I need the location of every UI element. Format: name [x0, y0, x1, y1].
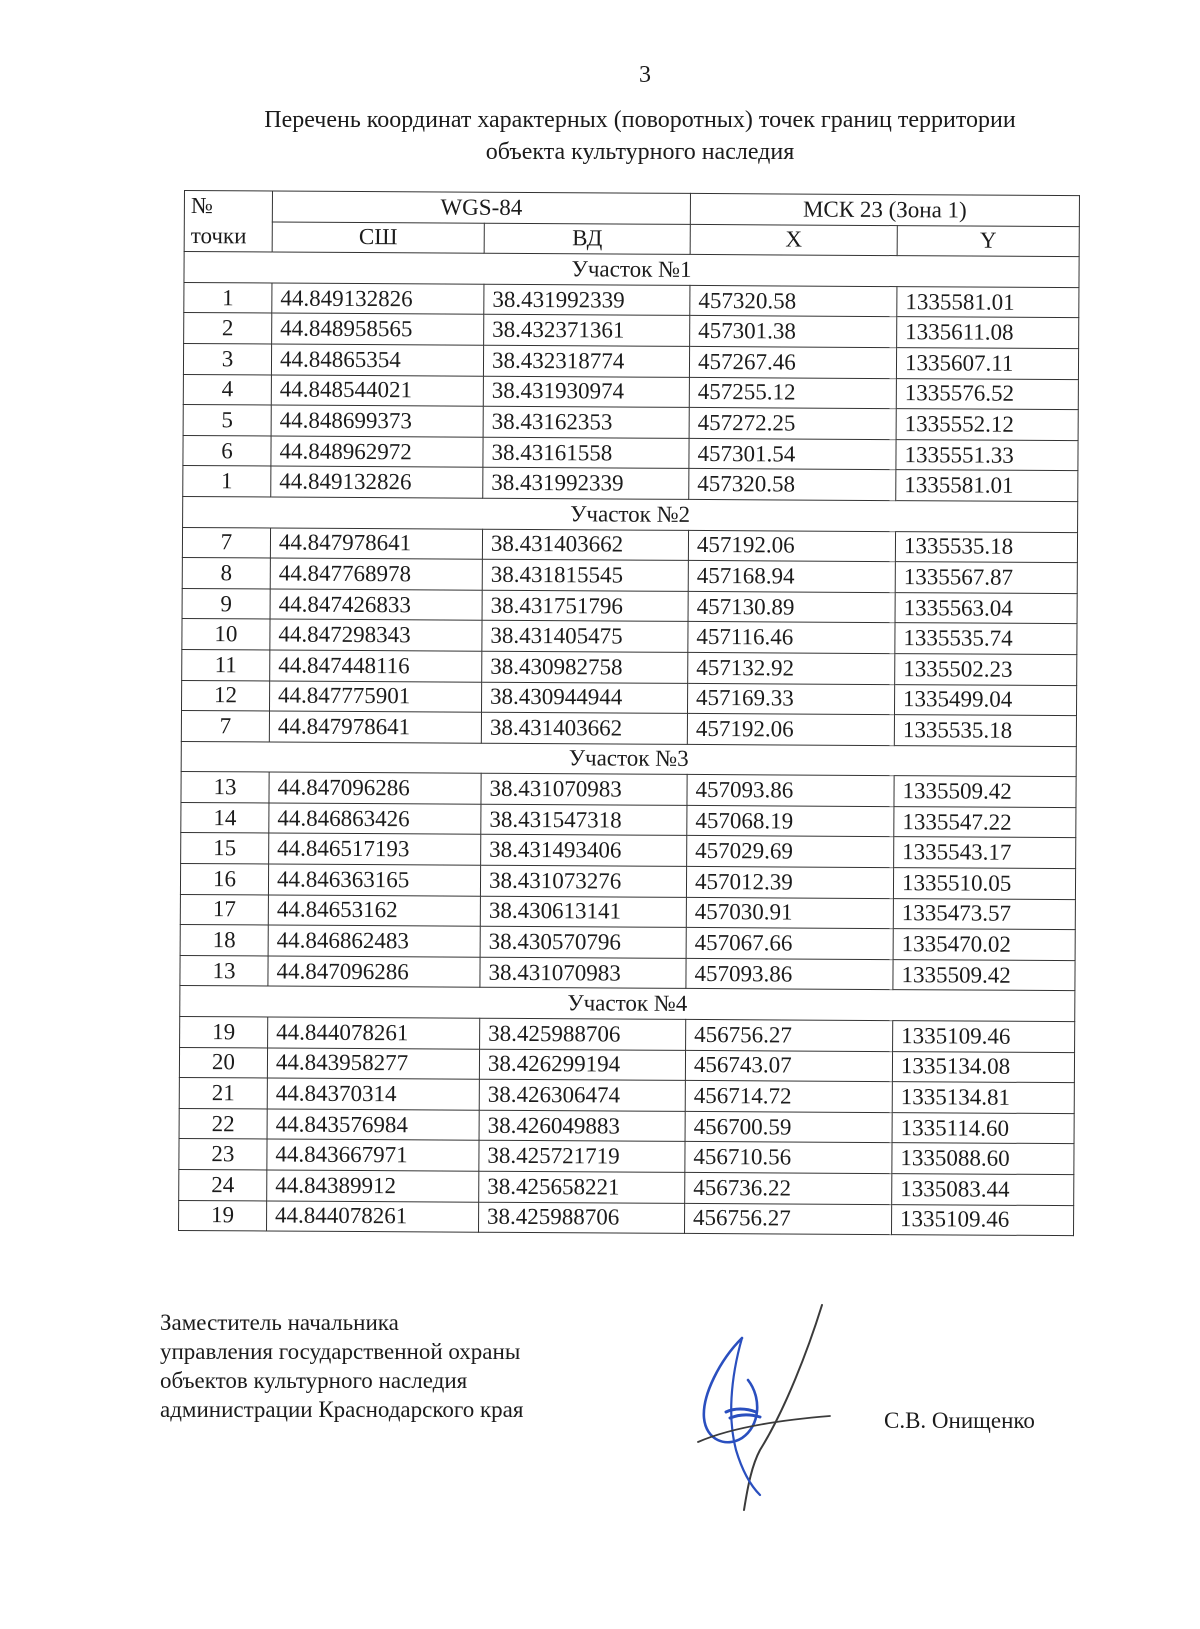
x-cell: 457093.86	[686, 958, 893, 990]
longitude-cell: 38.431405475	[482, 621, 688, 653]
x-cell: 457130.89	[688, 591, 895, 623]
latitude-cell: 44.84389912	[267, 1170, 479, 1202]
point-number-cell: 10	[182, 619, 270, 650]
longitude-cell: 38.431073276	[480, 865, 686, 897]
longitude-cell: 38.431493406	[481, 835, 687, 867]
point-number-header: № точки	[184, 191, 272, 253]
latitude-header: СШ	[272, 222, 484, 254]
position-line: Заместитель начальника	[160, 1310, 399, 1335]
title-line: объекта культурного наследия	[485, 139, 795, 165]
position-line: управления государственной охраны	[160, 1339, 521, 1364]
title-line: Перечень координат характерных (поворотных) точек границ территории	[264, 107, 1016, 133]
y-cell: 1335547.22	[894, 806, 1076, 838]
latitude-cell: 44.847978641	[269, 711, 481, 743]
point-number-cell: 5	[183, 405, 271, 436]
latitude-cell: 44.846863426	[269, 803, 481, 835]
wgs84-group-header: WGS-84	[272, 191, 690, 224]
x-cell: 457067.66	[686, 928, 893, 960]
x-cell: 456756.27	[686, 1019, 893, 1051]
section-title: Участок №2	[183, 496, 1078, 532]
x-cell: 457068.19	[687, 805, 894, 837]
x-cell: 457255.12	[689, 377, 896, 409]
latitude-cell: 44.848962972	[271, 436, 483, 468]
latitude-cell: 44.847426833	[270, 589, 482, 621]
handwritten-signature	[690, 1300, 850, 1515]
y-cell: 1335607.11	[896, 348, 1078, 380]
point-number-cell: 13	[180, 955, 268, 986]
x-cell: 457320.58	[689, 469, 896, 501]
point-number-cell: 17	[180, 894, 268, 925]
latitude-cell: 44.847096286	[268, 956, 480, 988]
latitude-cell: 44.849132826	[271, 466, 483, 498]
x-cell: 457301.38	[690, 316, 897, 348]
point-number-cell: 6	[183, 435, 271, 466]
latitude-cell: 44.849132826	[272, 283, 484, 315]
point-number-cell: 19	[180, 1017, 268, 1048]
table-body	[179, 252, 1080, 1236]
y-cell: 1335535.74	[895, 623, 1077, 655]
latitude-cell: 44.847768978	[270, 558, 482, 590]
latitude-cell: 44.84653162	[268, 895, 480, 927]
signatory-position	[160, 1308, 523, 1424]
y-cell: 1335535.18	[894, 715, 1076, 747]
longitude-cell: 38.425658221	[479, 1171, 685, 1203]
section-title: Участок №1	[184, 252, 1079, 288]
longitude-cell: 38.431403662	[481, 712, 687, 744]
latitude-cell: 44.847448116	[270, 650, 482, 682]
y-cell: 1335567.87	[895, 562, 1077, 594]
latitude-cell: 44.843667971	[267, 1139, 479, 1171]
point-number-cell: 21	[179, 1078, 267, 1109]
y-cell: 1335611.08	[897, 317, 1079, 349]
longitude-cell: 38.43162353	[483, 406, 689, 438]
y-cell: 1335114.60	[892, 1112, 1074, 1144]
y-cell: 1335473.57	[893, 898, 1075, 930]
x-cell: 456743.07	[685, 1050, 892, 1082]
x-cell: 456736.22	[685, 1172, 892, 1204]
latitude-cell: 44.843958277	[267, 1048, 479, 1080]
point-number-cell: 19	[179, 1200, 267, 1231]
point-number-cell: 24	[179, 1169, 267, 1200]
point-number-cell: 1	[183, 466, 271, 497]
x-cell: 457169.33	[687, 683, 894, 715]
page-number: 3	[639, 62, 651, 88]
point-number-cell: 9	[182, 588, 270, 619]
x-cell: 456756.27	[684, 1203, 891, 1235]
point-number-cell: 2	[184, 313, 272, 344]
longitude-cell: 38.431070983	[481, 774, 687, 806]
position-line: администрации Краснодарского края	[160, 1397, 524, 1422]
latitude-cell: 44.84370314	[267, 1078, 479, 1110]
y-cell: 1335499.04	[894, 684, 1076, 716]
longitude-cell: 38.425988706	[480, 1018, 686, 1050]
point-number-cell: 3	[183, 343, 271, 374]
longitude-cell: 38.426299194	[479, 1049, 685, 1081]
point-number-cell: 12	[182, 680, 270, 711]
point-number-cell: 7	[181, 711, 269, 742]
y-cell: 1335543.17	[894, 837, 1076, 869]
longitude-cell: 38.431992339	[484, 284, 690, 316]
y-cell: 1335535.18	[895, 531, 1077, 563]
point-number-cell: 15	[181, 833, 269, 864]
latitude-cell: 44.847298343	[270, 619, 482, 651]
longitude-cell: 38.43161558	[483, 437, 689, 469]
longitude-cell: 38.426049883	[479, 1110, 685, 1142]
point-number-cell: 11	[182, 649, 270, 680]
longitude-cell: 38.431751796	[482, 590, 688, 622]
latitude-cell: 44.848699373	[271, 405, 483, 437]
latitude-cell: 44.844078261	[267, 1201, 479, 1233]
y-cell: 1335581.01	[897, 286, 1079, 318]
y-cell: 1335563.04	[895, 592, 1077, 624]
x-cell: 457116.46	[688, 622, 895, 654]
y-cell: 1335134.81	[892, 1082, 1074, 1114]
y-cell: 1335509.42	[893, 959, 1075, 991]
longitude-cell: 38.430570796	[480, 926, 686, 958]
longitude-cell: 38.426306474	[479, 1079, 685, 1111]
x-cell: 457012.39	[686, 866, 893, 898]
latitude-cell: 44.847096286	[269, 772, 481, 804]
y-cell: 1335109.46	[891, 1204, 1073, 1236]
latitude-cell: 44.846862483	[268, 925, 480, 957]
longitude-cell: 38.425721719	[479, 1141, 685, 1173]
x-cell: 457267.46	[689, 346, 896, 378]
point-number-cell: 13	[181, 772, 269, 803]
longitude-cell: 38.431815545	[482, 559, 688, 591]
x-cell: 457132.92	[688, 652, 895, 684]
point-number-cell: 1	[184, 282, 272, 313]
y-cell: 1335581.01	[896, 470, 1078, 502]
point-number-cell: 14	[181, 802, 269, 833]
x-cell: 457192.06	[687, 714, 894, 746]
x-cell: 457192.06	[688, 530, 895, 562]
point-number-cell: 16	[180, 864, 268, 895]
section-title: Участок №4	[180, 986, 1075, 1022]
longitude-cell: 38.431070983	[480, 957, 686, 989]
x-cell: 457272.25	[689, 408, 896, 440]
y-cell: 1335510.05	[893, 868, 1075, 900]
x-cell: 457168.94	[688, 561, 895, 593]
longitude-cell: 38.431930974	[483, 376, 689, 408]
y-cell: 1335551.33	[896, 439, 1078, 471]
y-cell: 1335509.42	[894, 776, 1076, 808]
y-cell: 1335502.23	[895, 654, 1077, 686]
x-cell: 456710.56	[685, 1142, 892, 1174]
point-number-cell: 23	[179, 1139, 267, 1170]
x-cell: 456714.72	[685, 1081, 892, 1113]
latitude-cell: 44.846363165	[268, 864, 480, 896]
x-cell: 457029.69	[687, 836, 894, 868]
x-cell: 457301.54	[689, 438, 896, 470]
coordinates-table	[178, 190, 1080, 1236]
point-number-cell: 7	[182, 527, 270, 558]
point-number-cell: 8	[182, 558, 270, 589]
y-cell: 1335552.12	[896, 409, 1078, 441]
x-cell: 457320.58	[690, 285, 897, 317]
longitude-cell: 38.430944944	[481, 682, 687, 714]
x-cell: 457030.91	[686, 897, 893, 929]
latitude-cell: 44.846517193	[269, 833, 481, 865]
point-number-cell: 22	[179, 1108, 267, 1139]
latitude-cell: 44.844078261	[268, 1017, 480, 1049]
longitude-cell: 38.430613141	[480, 896, 686, 928]
x-header: X	[690, 224, 897, 256]
latitude-cell: 44.84865354	[271, 344, 483, 376]
point-number-cell: 20	[179, 1047, 267, 1078]
latitude-cell: 44.843576984	[267, 1109, 479, 1141]
y-header: Y	[897, 225, 1079, 257]
y-cell: 1335470.02	[893, 929, 1075, 961]
y-cell: 1335083.44	[892, 1174, 1074, 1206]
longitude-cell: 38.431992339	[483, 468, 689, 500]
signatory-name: С.В. Онищенко	[884, 1408, 1035, 1433]
y-cell: 1335109.46	[893, 1021, 1075, 1053]
x-cell: 457093.86	[687, 775, 894, 807]
y-cell: 1335576.52	[896, 378, 1078, 410]
msk23-group-header: МСК 23 (Зона 1)	[690, 193, 1079, 226]
y-cell: 1335088.60	[892, 1143, 1074, 1175]
latitude-cell: 44.848544021	[271, 375, 483, 407]
x-cell: 456700.59	[685, 1111, 892, 1143]
longitude-cell: 38.432371361	[484, 315, 690, 347]
longitude-cell: 38.430982758	[482, 651, 688, 683]
table-row	[179, 1200, 1074, 1236]
point-number-cell: 4	[183, 374, 271, 405]
position-line: объектов культурного наследия	[160, 1368, 468, 1393]
latitude-cell: 44.848958565	[272, 313, 484, 345]
latitude-cell: 44.847775901	[270, 681, 482, 713]
longitude-cell: 38.431403662	[482, 529, 688, 561]
longitude-header: ВД	[484, 223, 690, 255]
longitude-cell: 38.431547318	[481, 804, 687, 836]
y-cell: 1335134.08	[892, 1051, 1074, 1083]
longitude-cell: 38.425988706	[479, 1202, 685, 1234]
document-title	[150, 104, 1130, 168]
latitude-cell: 44.847978641	[270, 528, 482, 560]
longitude-cell: 38.432318774	[483, 345, 689, 377]
point-number-cell: 18	[180, 925, 268, 956]
section-title: Участок №3	[181, 741, 1076, 777]
